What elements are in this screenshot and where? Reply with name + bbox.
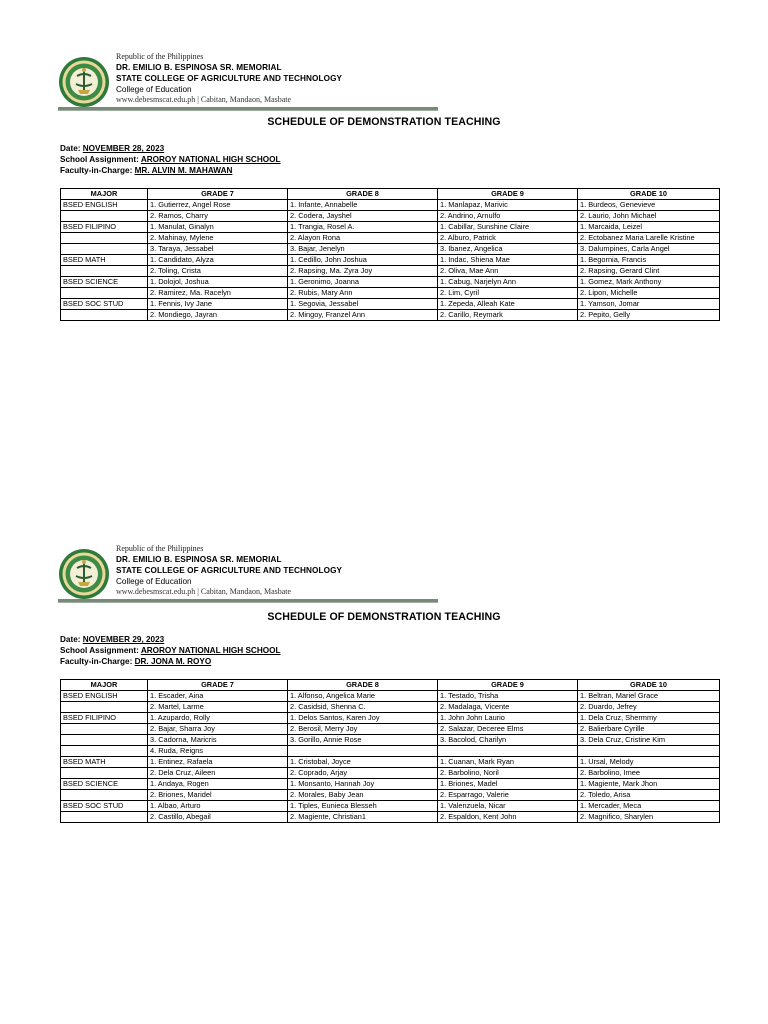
letterhead-text (116, 544, 342, 597)
table-row (61, 255, 720, 266)
student-cell: 2. Morales, Baby Jean (288, 790, 438, 801)
schedule-title: SCHEDULE OF DEMONSTRATION TEACHING (267, 611, 501, 623)
student-cell: 1. Segovia, Jessabel (288, 299, 438, 310)
table-row (61, 200, 720, 211)
student-cell: 2. Carillo, Reymark (438, 310, 578, 321)
date-line (60, 634, 280, 645)
student-cell: 1. Cabillar, Sunshine Claire (438, 222, 578, 233)
header-rule (58, 599, 438, 603)
column-header: MAJOR (61, 189, 148, 200)
date-label: Date: (60, 635, 83, 644)
student-cell: 1. Albao, Arturo (148, 801, 288, 812)
faculty-label: Faculty-in-Charge: (60, 657, 135, 666)
student-cell: 2. Rapsing, Gerard Clint (578, 266, 720, 277)
table-header-row (61, 680, 720, 691)
student-cell: 1. Gutierrez, Angel Rose (148, 200, 288, 211)
student-cell: 2. Alburo, Patrick (438, 233, 578, 244)
school-line (60, 154, 280, 165)
student-cell: 1. Alfonso, Angelica Marie (288, 691, 438, 702)
school-value: AROROY NATIONAL HIGH SCHOOL (140, 646, 281, 655)
date-line (60, 143, 280, 154)
table-row (61, 768, 720, 779)
student-cell: 1. Azupardo, Rolly (148, 713, 288, 724)
column-header: GRADE 10 (578, 680, 720, 691)
student-cell: 2. Magnifico, Sharylen (578, 812, 720, 823)
table-row (61, 746, 720, 757)
student-cell: 1. Indac, Shiena Mae (438, 255, 578, 266)
student-cell: 2. Coprado, Arjay (288, 768, 438, 779)
letterhead (58, 52, 438, 108)
student-cell: 3. Taraya, Jessabel (148, 244, 288, 255)
student-cell: 2. Madalaga, Vicente (438, 702, 578, 713)
major-cell: BSED ENGLISH (61, 200, 148, 211)
student-cell: 1. Yamson, Jomar (578, 299, 720, 310)
student-cell: 1. Monsanto, Hannah Joy (288, 779, 438, 790)
student-cell: 1. Dela Cruz, Shermmy (578, 713, 720, 724)
table-row (61, 310, 720, 321)
column-header: GRADE 7 (148, 680, 288, 691)
faculty-value: DR. JONA M. ROYO (134, 657, 212, 666)
student-cell: 1. Testado, Trisha (438, 691, 578, 702)
institution-name-line2: STATE COLLEGE OF AGRICULTURE AND TECHNOLOGY (116, 74, 343, 83)
major-cell: BSED MATH (61, 255, 148, 266)
table-row (61, 222, 720, 233)
major-cell (61, 266, 148, 277)
college-seal-logo (58, 56, 110, 108)
contact-line (116, 587, 342, 597)
student-cell: 2. Codera, Jayshel (288, 211, 438, 222)
table-row (61, 724, 720, 735)
website-link[interactable]: www.debesmscat.edu.ph (116, 95, 196, 104)
student-cell: 2. Salazar, Deceree Elms (438, 724, 578, 735)
schedule-title: SCHEDULE OF DEMONSTRATION TEACHING (267, 116, 501, 128)
date-value: NOVEMBER 28, 2023 (82, 144, 165, 153)
student-cell: 1. Fennis, Ivy Jane (148, 299, 288, 310)
table-row (61, 691, 720, 702)
table-row (61, 812, 720, 823)
student-cell: 2. Martel, Larme (148, 702, 288, 713)
student-cell: 1. Andaya, Rogen (148, 779, 288, 790)
republic-line: Republic of the Philippines (116, 52, 204, 61)
faculty-label: Faculty-in-Charge: (60, 166, 135, 175)
school-line (60, 645, 280, 656)
major-cell: BSED FILIPINO (61, 222, 148, 233)
student-cell: 1. Manulat, Ginalyn (148, 222, 288, 233)
student-cell: 2. Mingoy, Franzel Ann (288, 310, 438, 321)
student-cell: 3. Dela Cruz, Cristine Kim (578, 735, 720, 746)
student-cell: 2. Ramirez, Ma. Racelyn (148, 288, 288, 299)
student-cell: 2. Laurio, John Michael (578, 211, 720, 222)
student-cell: 2. Pepito, Gelly (578, 310, 720, 321)
column-header: MAJOR (61, 680, 148, 691)
website-link[interactable]: www.debesmscat.edu.ph (116, 587, 196, 596)
letterhead-text (116, 52, 342, 105)
major-cell (61, 812, 148, 823)
student-cell: 2. Esparrago, Valerie (438, 790, 578, 801)
student-cell: 2. Ramos, Charry (148, 211, 288, 222)
major-cell (61, 288, 148, 299)
table-header-row (61, 189, 720, 200)
date-value: NOVEMBER 29, 2023 (82, 635, 165, 644)
institution-name-line1: DR. EMILIO B. ESPINOSA SR. MEMORIAL (116, 555, 282, 564)
separator: | (197, 95, 199, 104)
major-cell: BSED ENGLISH (61, 691, 148, 702)
student-cell: 2. Duardo, Jefrey (578, 702, 720, 713)
major-cell (61, 768, 148, 779)
student-cell: 1. Candidato, Alyza (148, 255, 288, 266)
major-cell (61, 244, 148, 255)
student-cell: 1. Cabug, Narjelyn Ann (438, 277, 578, 288)
column-header: GRADE 7 (148, 189, 288, 200)
student-cell: 2. Berosil, Merry Joy (288, 724, 438, 735)
schedule-table (60, 679, 720, 823)
student-cell: 2. Balierbare Cyrille (578, 724, 720, 735)
student-cell: 1. John John Laurio (438, 713, 578, 724)
student-cell: 4. Ruda, Reigns (148, 746, 288, 757)
student-cell: 1. Ursal, Melody (578, 757, 720, 768)
schedule-table (60, 188, 720, 321)
major-cell: BSED SCIENCE (61, 779, 148, 790)
table-row (61, 801, 720, 812)
student-cell: 1. Geronimo, Joanna (288, 277, 438, 288)
major-cell (61, 746, 148, 757)
schedule-info (60, 634, 280, 667)
table-row (61, 790, 720, 801)
student-cell: 2. Castillo, Abegail (148, 812, 288, 823)
major-cell: BSED MATH (61, 757, 148, 768)
student-cell: 3. Dalumpines, Carla Angel (578, 244, 720, 255)
student-cell: 1. Manlapaz, Marivic (438, 200, 578, 211)
student-cell: 2. Bajar, Sharra Joy (148, 724, 288, 735)
college-seal-logo (58, 548, 110, 600)
major-cell: BSED SOC STUD (61, 801, 148, 812)
faculty-line (60, 165, 280, 176)
institution-name-line1: DR. EMILIO B. ESPINOSA SR. MEMORIAL (116, 63, 282, 72)
student-cell: 1. Beltran, Mariel Grace (578, 691, 720, 702)
student-cell: 1. Entinez, Rafaela (148, 757, 288, 768)
college-name: College of Education (116, 577, 192, 586)
major-cell (61, 790, 148, 801)
table-row (61, 211, 720, 222)
student-cell: 1. Briones, Madel (438, 779, 578, 790)
student-cell: 3. Bacolod, Charilyn (438, 735, 578, 746)
major-cell: BSED FILIPINO (61, 713, 148, 724)
student-cell: 2. Andrino, Arnulfo (438, 211, 578, 222)
student-cell: 2. Toling, Crista (148, 266, 288, 277)
student-cell: 1. Cristobal, Joyce (288, 757, 438, 768)
major-cell (61, 724, 148, 735)
student-cell: 1. Mercader, Meca (578, 801, 720, 812)
table-row (61, 779, 720, 790)
column-header: GRADE 10 (578, 189, 720, 200)
table-row (61, 277, 720, 288)
faculty-line (60, 656, 280, 667)
table-row (61, 702, 720, 713)
student-cell: 2. Rubis, Mary Ann (288, 288, 438, 299)
student-cell: 1. Marcaida, Leizel (578, 222, 720, 233)
header-rule (58, 107, 438, 111)
school-label: School Assignment: (60, 646, 141, 655)
table-row (61, 713, 720, 724)
student-cell: 2. Magiente, Christian1 (288, 812, 438, 823)
student-cell: 2. Lim, Cyril (438, 288, 578, 299)
table-row (61, 299, 720, 310)
student-cell: 1. Magiente, Mark Jhon (578, 779, 720, 790)
major-cell (61, 735, 148, 746)
student-cell: 1. Begornia, Francis (578, 255, 720, 266)
column-header: GRADE 8 (288, 680, 438, 691)
student-cell: 2. Barbolino, Noril (438, 768, 578, 779)
student-cell: 1. Valenzuela, Nicar (438, 801, 578, 812)
table-row (61, 244, 720, 255)
address: Cabitan, Mandaon, Masbate (200, 587, 292, 596)
student-cell: 2. Espaldon, Kent John (438, 812, 578, 823)
student-cell: 3. Gorillo, Annie Rose (288, 735, 438, 746)
student-cell: 2. Toledo, Arisa (578, 790, 720, 801)
major-cell (61, 702, 148, 713)
student-cell: 2. Barbolino, Imee (578, 768, 720, 779)
student-cell (438, 746, 578, 757)
student-cell: 1. Infante, Annabelle (288, 200, 438, 211)
student-cell: 2. Mondiego, Jayran (148, 310, 288, 321)
student-cell: 1. Cedillo, John Joshua (288, 255, 438, 266)
contact-line (116, 95, 342, 105)
major-cell (61, 233, 148, 244)
student-cell: 1. Burdeos, Genevieve (578, 200, 720, 211)
institution-name-line2: STATE COLLEGE OF AGRICULTURE AND TECHNOLOGY (116, 566, 343, 575)
student-cell: 1. Escader, Aina (148, 691, 288, 702)
student-cell (288, 746, 438, 757)
separator: | (197, 587, 199, 596)
table-row (61, 288, 720, 299)
student-cell (578, 746, 720, 757)
student-cell: 1. Zepeda, Alleah Kate (438, 299, 578, 310)
major-cell: BSED SCIENCE (61, 277, 148, 288)
student-cell: 3. Cadorna, Maricris (148, 735, 288, 746)
student-cell: 2. Ectobanez Maria Larelle Kristine (578, 233, 720, 244)
student-cell: 1. Delos Santos, Karen Joy (288, 713, 438, 724)
student-cell: 1. Trangia, Rosel A. (288, 222, 438, 233)
letterhead (58, 544, 438, 600)
republic-line: Republic of the Philippines (116, 544, 204, 553)
major-cell: BSED SOC STUD (61, 299, 148, 310)
column-header: GRADE 9 (438, 189, 578, 200)
student-cell: 2. Dela Cruz, Aileen (148, 768, 288, 779)
student-cell: 1. Dolojol, Joshua (148, 277, 288, 288)
student-cell: 2. Briones, Maridel (148, 790, 288, 801)
column-header: GRADE 8 (288, 189, 438, 200)
faculty-value: MR. ALVIN M. MAHAWAN (134, 166, 233, 175)
student-cell: 2. Rapsing, Ma. Zyra Joy (288, 266, 438, 277)
table-row (61, 757, 720, 768)
student-cell: 1. Cuanan, Mark Ryan (438, 757, 578, 768)
student-cell: 2. Oliva, Mae Ann (438, 266, 578, 277)
student-cell: 2. Lipon, Michelle (578, 288, 720, 299)
student-cell: 2. Alayon Rona (288, 233, 438, 244)
column-header: GRADE 9 (438, 680, 578, 691)
table-row (61, 266, 720, 277)
student-cell: 2. Casidsid, Shenna C. (288, 702, 438, 713)
major-cell (61, 310, 148, 321)
schedule-info (60, 143, 280, 176)
school-label: School Assignment: (60, 155, 141, 164)
address: Cabitan, Mandaon, Masbate (200, 95, 292, 104)
college-name: College of Education (116, 85, 192, 94)
date-label: Date: (60, 144, 83, 153)
table-row (61, 735, 720, 746)
major-cell (61, 211, 148, 222)
student-cell: 3. Bajar, Jenelyn (288, 244, 438, 255)
table-row (61, 233, 720, 244)
student-cell: 1. Gomez, Mark Anthony (578, 277, 720, 288)
student-cell: 2. Mahinay, Mylene (148, 233, 288, 244)
school-value: AROROY NATIONAL HIGH SCHOOL (140, 155, 281, 164)
student-cell: 3. Ibanez, Angelica (438, 244, 578, 255)
student-cell: 1. Tiples, Eunieca Blesseh (288, 801, 438, 812)
